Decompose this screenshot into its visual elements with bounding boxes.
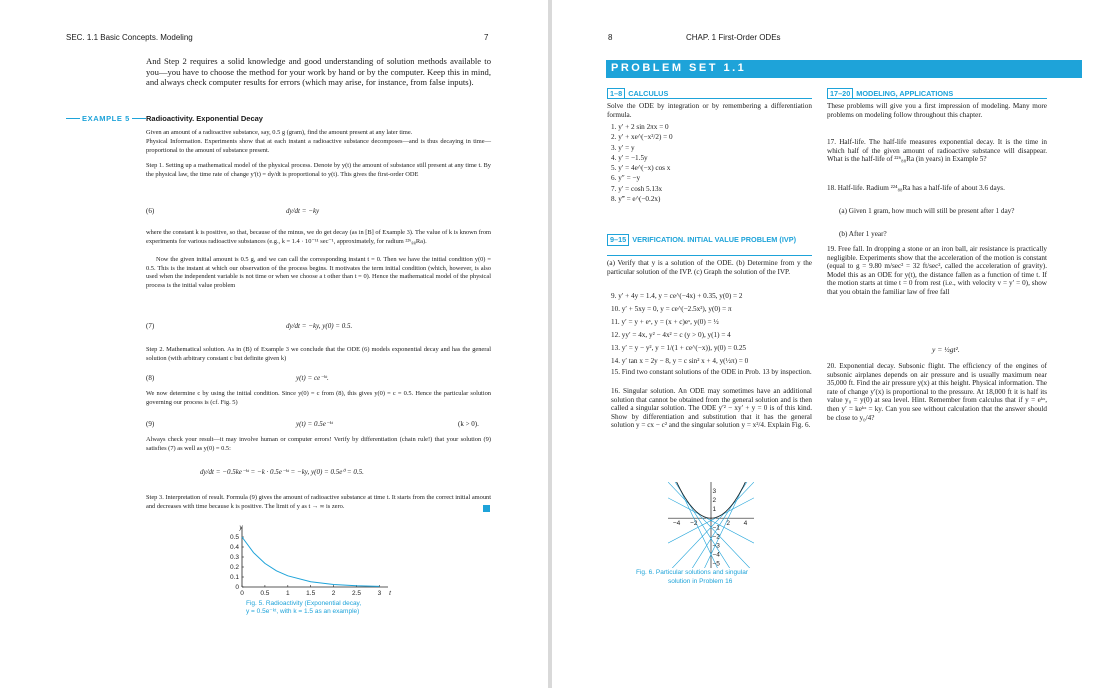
y-tick-label: 0 [235, 584, 239, 591]
calculus-problem-8: 8. y‴ = e^(−0.2x) [611, 195, 661, 204]
fig5-caption-line2: y = 0.5e⁻ᵏᵗ, with k = 1.5 as an example) [246, 608, 360, 615]
given-text: Given an amount of a radioactive substance, say, 0.5 g (gram), find the amount present at any later time. [146, 129, 413, 136]
problem-17: 17. Half-life. The half-life measures exponential decay. It is the time in which half of the given amount of radioactive substance will disappear. What is the half-life of ²²⁶₈₈Ra (in years) in Example 5? [827, 138, 1047, 164]
section-2-intro: (a) Verify that y is a solution of the ODE. (b) Determine from y the particular solution of the IVP. (c) Graph the solution of the IVP. [607, 259, 812, 276]
end-of-example-marker [483, 505, 490, 512]
section-1-intro: Solve the ODE by integration or by remembering a differentiation formula. [607, 102, 812, 119]
running-header: CHAP. 1 First-Order ODEs [686, 33, 781, 42]
problem-15: 15. Find two constant solutions of the ODE in Prob. 13 by inspection. [611, 368, 812, 376]
page-number: 7 [484, 33, 489, 42]
problem-16: 16. Singular solution. An ODE may sometimes have an additional solution that cannot be obtained from the general solution and is then called a singular solution. The ODE y′² − xy′ + y = 0 is of this kind. Show by differentiation and substitution that it has the general solution y = cx − c² and the singular solution y = x²/4. Explain Fig. 6. [611, 387, 812, 430]
ivp-problem-1: 9. y′ + 4y = 1.4, y = ce^(−4x) + 0.35, y(0) = 2 [611, 292, 743, 300]
ivp-problem-3: 11. y′ = y + eˣ, y = (x + c)eˣ, y(0) = ½ [611, 318, 719, 326]
section-3-rule [827, 98, 1047, 99]
always-check-paragraph: Always check your result—it may involve human or computer errors! Verify by differentiation (chain rule!) that your solution (9) satisfies (7) as well as y(0) = 0.5: [146, 436, 491, 452]
x-tick-label: 1 [285, 590, 290, 597]
y-tick-label: −1 [712, 524, 720, 532]
section-2-problems [611, 290, 748, 368]
right-page [552, 0, 1099, 688]
free-fall-law: y = ½gt². [932, 345, 960, 354]
calculus-problem-7: 7. y′ = cosh 5.13x [611, 184, 663, 193]
x-tick-label: 3 [377, 590, 382, 597]
eq6-number: (6) [146, 207, 155, 215]
fig6-caption-line2: solution in Problem 16 [668, 578, 733, 585]
y-tick-label: −4 [712, 551, 720, 559]
y-tick-label: 0.4 [229, 544, 239, 551]
fig5-exponential-decay-chart [222, 524, 392, 600]
calculus-problem-6: 6. y″ = −y [611, 174, 641, 183]
calculus-problem-4: 4. y′ = −1.5y [611, 153, 648, 162]
section-3-heading: 17–20 MODELING, APPLICATIONS [827, 88, 953, 99]
ivp-problem-4: 12. yy′ = 4x, y² − 4x² = c (y > 0), y(1) = 4 [611, 331, 731, 339]
physical-information: Physical Information. Experiments show that at each instant a radioactive substance decomposes—and is thus decaying in time—proportional to the amount of substance present. [146, 138, 491, 154]
y-axis-label: y [239, 524, 243, 531]
y-tick-label: 0.3 [229, 554, 239, 561]
calculus-problem-1: 1. y′ + 2 sin 2πx = 0 [611, 123, 669, 131]
calculus-problem-3: 3. y′ = y [611, 143, 635, 152]
x-tick-label: 2.5 [351, 590, 362, 597]
ivp-problem-5: 13. y′ = y − y², y = 1/(1 + ce^(−x)), y(0) = 0.25 [611, 344, 747, 352]
ivp-problem-2: 10. y′ + 5xy = 0, y = ce^(−2.5x²), y(0) = π [611, 305, 732, 313]
x-axis-label: t [389, 590, 391, 597]
where-paragraph: where the constant k is positive, so that, because of the minus, we do get decay (as in [B] of Example 3). The value of k is known from experiments for various radioactive substances (e.g., k = 1.4 · 10⁻¹¹ sec⁻¹, approximately, for radium ²²⁶₈₈Ra). [146, 229, 491, 245]
eq8-number: (8) [146, 374, 155, 382]
y-tick-label: 0.2 [229, 564, 239, 571]
step-1: Step 1. Setting up a mathematical model of the physical process. Denote by y(t) the amount of substance still present at any time t. By the physical law, the time rate of change y'(t) = dy/dt is proportional to y(t). This gives the first-order ODE [146, 162, 491, 178]
example-title: Radioactivity. Exponential Decay [146, 114, 263, 123]
y-tick-label: −3 [712, 542, 720, 550]
intro-paragraph: And Step 2 requires a solid knowledge and good understanding of solution methods available to you—you have to choose the method for your work by hand or by the computer. Keep this in mind, and always check computer results for errors (which may arise, for instance, from false inputs). [146, 56, 491, 88]
eq6: dy/dt = −ky [286, 207, 320, 215]
section-1-heading: 1–8 CALCULUS [607, 88, 668, 99]
y-tick-label: 1 [712, 506, 717, 514]
x-tick-label: 2 [331, 590, 336, 597]
y-tick-label: 2 [712, 497, 717, 505]
x-tick-label: 0 [240, 590, 244, 597]
decay-curve [242, 537, 379, 586]
problem-18: 18. Half-life. Radium ²²⁴₈₈Ra has a half-life of about 3.6 days. [827, 184, 1005, 192]
eq9: y(t) = 0.5e⁻ᵏᵗ [296, 420, 333, 428]
y-tick-label: 3 [712, 488, 717, 496]
problem-20: 20. Exponential decay. Subsonic flight. The efficiency of the engines of subsonic airplanes depends on air pressure and is usually maximum near 35,000 ft. Find the air pressure y(x) at this height. Physical information. The rate of change y′(x) is proportional to the pressure. At 18,000 ft it is half its value y₀ = y(0) at sea level. Hint. Remember from calculus that if y = eᵏˣ, then y′ = keᵏˣ = ky. Can you see without calculation that the answer should be close to y₀/4? [827, 362, 1047, 422]
y-tick-label: −2 [712, 533, 720, 541]
problem-set-banner [606, 60, 1082, 78]
running-header: SEC. 1.1 Basic Concepts. Modeling [66, 33, 193, 42]
example-label: EXAMPLE 5 [82, 114, 130, 123]
eq9-number: (9) [146, 420, 155, 428]
section-1-rule [607, 98, 812, 99]
x-tick-label: 4 [743, 520, 748, 528]
page-number: 8 [608, 33, 613, 42]
eq7: dy/dt = −ky, y(0) = 0.5. [286, 322, 353, 330]
y-tick-label: 0.1 [229, 574, 239, 581]
problem-set-title: PROBLEM SET 1.1 [611, 62, 747, 74]
x-tick-label: 2 [726, 520, 731, 528]
eq9-condition: (k > 0). [458, 420, 479, 428]
calculus-problem-2: 2. y′ + xe^(−x²/2) = 0 [611, 133, 673, 142]
y-tick-label: 0.5 [229, 534, 239, 541]
eq8: y(t) = ce⁻ᵏᵗ. [296, 374, 329, 382]
step-3: Step 3. Interpretation of result. Formula (9) gives the amount of radioactive substance at time t. It starts from the correct initial amount and decreases with time because k is positive. The limit of y as t → ∞ is zero. [146, 494, 491, 510]
fig6-caption-line1: Fig. 6. Particular solutions and singular [636, 569, 749, 576]
initial-condition-paragraph: Now the given initial amount is 0.5 g, and we can call the corresponding instant t = 0. Then we have the initial condition y(0) = 0.5. This is the instant at which our observation of the process begins. It motivates the term initial condition (which, however, is also used when the independent variable is not time or when we choose a t other than t = 0). Hence the mathematical model of the physical process is the initial value problem [146, 256, 491, 289]
section-3-intro: These problems will give you a first impression of modeling. Many more problems on modeling follow throughout this chapter. [827, 102, 1047, 119]
determine-c-paragraph: We now determine c by using the initial condition. Since y(0) = c from (8), this gives y(0) = c = 0.5. Hence the particular solution governing our process is (cf. Fig. 5) [146, 390, 491, 406]
step-2: Step 2. Mathematical solution. As in (B) of Example 3 we conclude that the ODE (6) models exponential decay and has the general solution (with arbitrary constant c but definite given k) [146, 346, 491, 362]
ivp-problem-6: 14. y′ tan x = 2y − 8, y = c sin² x + 4, y(½π) = 0 [611, 357, 749, 365]
fig5-caption-line1: Fig. 5. Radioactivity (Exponential decay, [246, 600, 362, 607]
verification-equation: dy/dt = −0.5ke⁻ᵏᵗ = −k · 0.5e⁻ᵏᵗ = −ky, y(0) = 0.5e⁰ = 0.5. [200, 468, 364, 476]
x-tick-label: 0.5 [260, 590, 270, 597]
left-page [0, 0, 548, 688]
y-tick-label: −5 [712, 560, 720, 568]
section-2-rule [607, 255, 812, 256]
x-tick-label: −2 [690, 520, 698, 528]
eq7-number: (7) [146, 322, 155, 330]
problem-18a: (a) Given 1 gram, how much will still be present after 1 day? [839, 207, 1015, 215]
calculus-problem-5: 5. y′ = 4e^(−x) cos x [611, 164, 671, 173]
problem-18b: (b) After 1 year? [839, 230, 887, 238]
fig6-singular-solution-chart [668, 482, 754, 568]
problem-19: 19. Free fall. In dropping a stone or an iron ball, air resistance is practically negligible. Experiments show that the acceleration of the motion is constant (equal to g = 9.80 m/sec² = 32 ft/sec², called the acceleration of gravity). Model this as an ODE for y(t), the distance fallen as a function of time t. If the motion starts at time t = 0 from rest (i.e., with velocity v = y′ = 0), show that you obtain the familiar law of free fall [827, 245, 1047, 296]
x-tick-label: 1.5 [306, 590, 316, 597]
section-2-heading: 9–15 VERIFICATION. INITIAL VALUE PROBLEM (IVP) [607, 234, 807, 246]
x-tick-label: −4 [672, 520, 681, 528]
section-1-problems [611, 122, 673, 204]
